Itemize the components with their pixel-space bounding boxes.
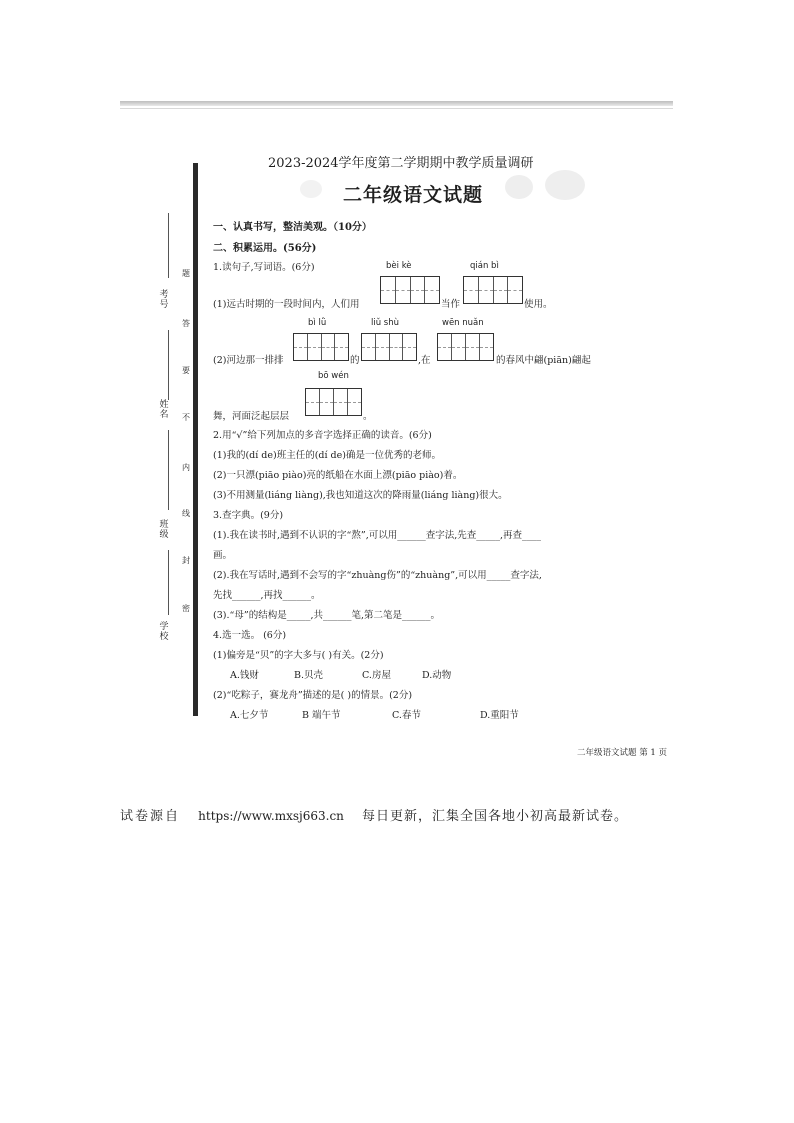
margin-label-name: 姓名	[159, 400, 169, 420]
section-2-heading: 二、积累运用。(56分)	[213, 243, 317, 254]
q3-title: 3.查字典。(9分)	[213, 510, 284, 521]
writing-grid-bilv[interactable]	[293, 333, 349, 361]
writing-grid-wennuan[interactable]	[437, 333, 494, 361]
margin-line-2	[168, 330, 169, 400]
q3-line-3: (3).“母”的结构是_____,共______笔,第二笔是______。	[213, 610, 440, 621]
top-rule-thin	[120, 108, 673, 109]
margin-line-1	[168, 213, 169, 278]
q1-line2-c: ,在	[418, 355, 431, 366]
writing-grid-qianbi[interactable]	[463, 276, 523, 304]
q4-title: 4.选一选。 (6分)	[213, 630, 287, 641]
q1-line2-b: 的	[350, 355, 360, 366]
top-rule	[120, 101, 673, 106]
seal-char: 密	[182, 604, 190, 613]
seal-char: 内	[182, 463, 190, 472]
margin-line-4	[168, 550, 169, 615]
q4-opt-1c: C.房屋	[362, 670, 391, 681]
seal-char: 封	[182, 556, 190, 565]
q2-title: 2.用“√”给下列加点的多音字选择正确的读音。(6分)	[213, 430, 432, 441]
q3-line-1b: 画。	[213, 550, 233, 561]
faded-illustration-2	[505, 175, 533, 199]
pinyin-wennuan: wēn nuǎn	[442, 318, 484, 328]
pinyin-bowen: bō wén	[318, 371, 349, 381]
exam-title: 2023-2024学年度第二学期期中教学质量调研	[268, 156, 534, 171]
source-suffix: 每日更新，汇集全国各地小初高最新试卷。	[362, 809, 629, 824]
q3-line-2b: 先找______,再找______。	[213, 590, 321, 601]
q1-line1-b: 当作	[441, 299, 461, 310]
writing-grid-liushu[interactable]	[361, 333, 417, 361]
source-line	[120, 805, 628, 824]
q2-item-1: (1)我的(dí de)班主任的(dí de)确是一位优秀的老师。	[213, 450, 441, 461]
q1-line2-a: (2)河边那一排排	[213, 355, 284, 366]
q4-opt-1a: A.钱财	[230, 670, 259, 681]
q3-line-2: (2).我在写话时,遇到不会写的字“zhuàng伤”的“zhuàng”,可以用_____查字法,	[213, 570, 542, 581]
pinyin-qianbi: qián bì	[470, 261, 499, 271]
q2-item-2: (2)一只漂(piāo piào)亮的纸船在水面上漂(piāo piào)着。	[213, 470, 463, 481]
seal-char: 答	[182, 319, 190, 328]
q1-line1-a: (1)远古时期的一段时间内，人们用	[213, 299, 360, 310]
section-1-heading: 一、认真书写，整洁美观。（10分）	[213, 222, 372, 233]
q4-opt-2d: D.重阳节	[480, 710, 519, 721]
q1-line3-a: 舞，河面泛起层层	[213, 411, 290, 422]
pinyin-bilv: bì lǜ	[308, 318, 327, 328]
seal-char: 题	[182, 269, 190, 278]
q4-opt-2b: B 端午节	[302, 710, 341, 721]
q4-opt-1b: B.贝壳	[294, 670, 324, 681]
binding-bar	[193, 163, 198, 716]
source-url[interactable]: https://www.mxsj663.cn	[198, 809, 344, 823]
q4-sub-2: (2)“吃粽子，赛龙舟”描述的是( )的情景。(2分)	[213, 690, 413, 701]
writing-grid-bowen[interactable]	[305, 388, 362, 416]
margin-label-exam-no: 考号	[159, 290, 169, 310]
margin-label-class: 班级	[159, 520, 169, 540]
page-footer: 二年级语文试题 第 1 页	[577, 748, 668, 758]
q4-opt-2a: A.七夕节	[230, 710, 269, 721]
q1-line2-d: 的春风中翩(piān)翩起	[496, 355, 591, 366]
q4-sub-1: (1)偏旁是“贝”的字大多与( )有关。(2分)	[213, 650, 384, 661]
source-prefix: 试卷源自	[120, 809, 181, 824]
pinyin-beike: bèi kè	[386, 261, 412, 271]
q1-title: 1.读句子,写词语。(6分)	[213, 262, 315, 273]
q2-item-3: (3)不用测量(liáng liàng),我也知道这次的降雨量(liáng liàng)很大。	[213, 490, 508, 501]
q4-opt-1d: D.动物	[422, 670, 452, 681]
q3-line-1: (1).我在读书时,遇到不认识的字“熬”,可以用______查字法,先查_____,再查____	[213, 530, 542, 541]
q4-opt-2c: C.春节	[392, 710, 421, 721]
q1-line1-c: 使用。	[524, 299, 553, 310]
margin-label-school: 学校	[159, 622, 169, 642]
faded-illustration-3	[300, 180, 322, 198]
pinyin-liushu: liǔ shù	[371, 318, 400, 328]
seal-char: 要	[182, 366, 190, 375]
writing-grid-beike[interactable]	[380, 276, 440, 304]
seal-char: 线	[182, 509, 190, 518]
seal-char: 不	[182, 413, 190, 422]
faded-illustration	[545, 170, 585, 200]
subject-title: 二年级语文试题	[343, 184, 484, 206]
margin-line-3	[168, 430, 169, 510]
q1-line3-b: 。	[363, 411, 373, 422]
